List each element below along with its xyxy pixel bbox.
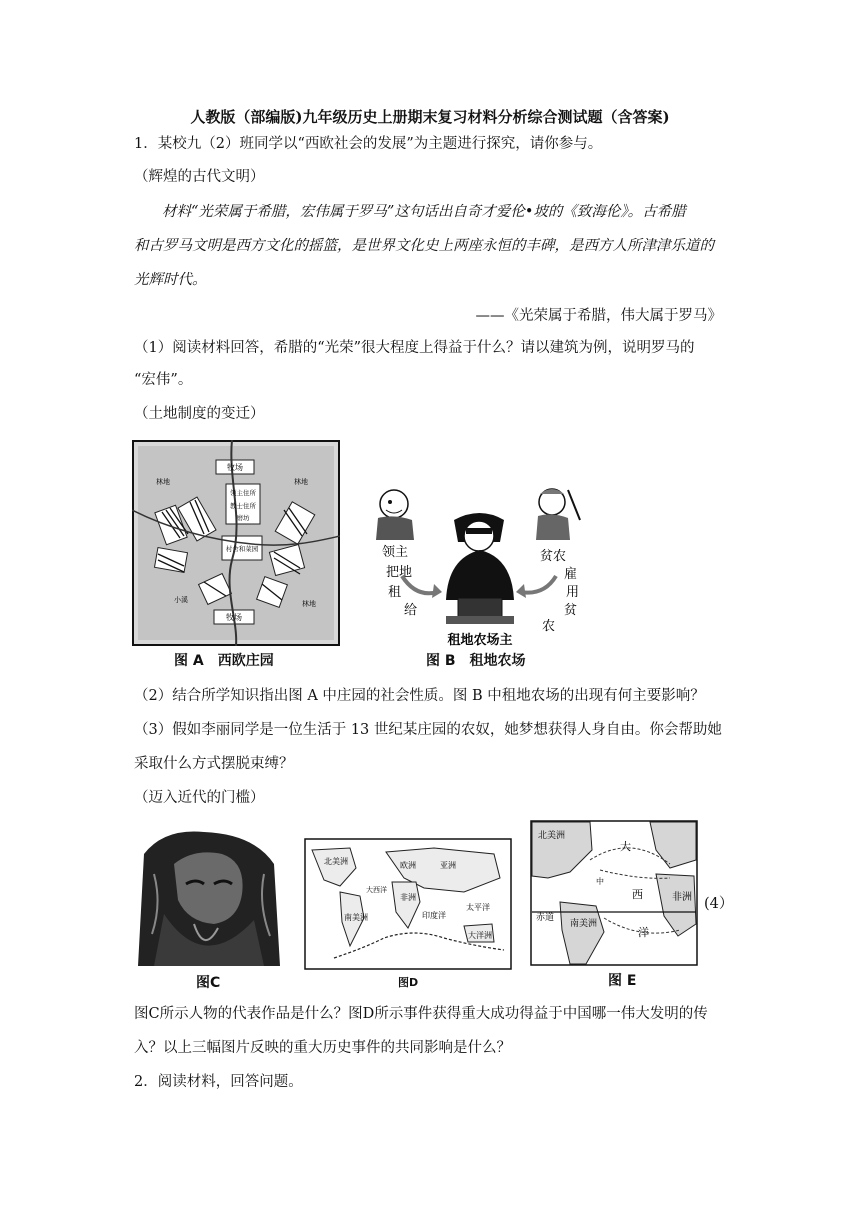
- fig-e-label-xi: 西: [632, 888, 643, 901]
- material-source: ——《光荣属于希腊，伟大属于罗马》: [475, 308, 722, 324]
- fig-e-label-yang: 洋: [638, 926, 649, 939]
- figure-c-caption: 图C: [196, 975, 221, 991]
- fig-d-label-as: 亚洲: [440, 861, 456, 870]
- fig-e-label-zhong: 中: [596, 877, 604, 886]
- fig-e-label-na: 北美洲: [538, 831, 566, 841]
- fig-d-label-af: 非洲: [400, 893, 416, 902]
- figure-a-caption: 图 A 西欧庄园: [174, 653, 274, 669]
- fig-d-label-na: 北美洲: [324, 857, 348, 866]
- fig-b-text-hire2: 用: [566, 585, 580, 600]
- fig-b-text-poor2: 贫: [564, 603, 578, 618]
- fig-b-text-farmer: 农: [542, 619, 556, 634]
- section-heading-ancient: （辉煌的古代文明）: [134, 169, 265, 185]
- fig-d-label-oc: 大洋洲: [468, 931, 492, 940]
- material-line-2: 和古罗马文明是西方文化的摇篮，是世界文化史上两座永恒的丰碑，是西方人所津津乐道的: [134, 238, 714, 254]
- fig-a-label-mill: 磨坊: [236, 514, 250, 522]
- sub-question-1-line-1: （1）阅读材料回答，希腊的“光荣”很大程度上得益于什么？请以建筑为例，说明罗马的: [134, 340, 695, 356]
- fig-a-label-woods-3: 林地: [302, 600, 316, 608]
- fig-e-label-equator: 赤道: [536, 913, 555, 923]
- fig-a-label-lord: 领主住所: [230, 489, 256, 497]
- sub-question-4-line-1: 图C所示人物的代表作品是什么？图D所示事件获得重大成功得益于中国哪一伟大发明的传: [134, 1006, 708, 1022]
- section-heading-land: （土地制度的变迁）: [134, 406, 265, 422]
- material-line-1: 材料“光荣属于希腊，宏伟属于罗马”这句话出自奇才爱伦•坡的《致海伦》。古希腊: [162, 204, 686, 220]
- fig-e-label-sa: 南美洲: [570, 919, 598, 929]
- fig-b-text-to: 给: [404, 603, 418, 618]
- figure-e-caption: 图 E: [608, 973, 637, 989]
- fig-b-label-tenant: 租地农场主: [447, 633, 513, 648]
- figure-b-leased-farm: [368, 480, 592, 650]
- fig-a-label-woods-1: 林地: [156, 478, 170, 486]
- fig-b-text-rent: 租: [388, 585, 402, 600]
- figure-e-atlantic-map: [530, 820, 698, 966]
- sub-question-4-line-2: 入？以上三幅图片反映的重大历史事件的共同影响是什么？: [134, 1040, 511, 1056]
- fig-a-label-priest: 教士住所: [230, 502, 256, 510]
- figure-d-caption: 图D: [398, 976, 419, 989]
- figure-a-manor-map: [132, 440, 340, 646]
- fig-d-label-pac: 太平洋: [466, 903, 490, 912]
- fig-d-label-atl: 大西洋: [366, 886, 387, 894]
- material-line-3: 光辉时代。: [134, 272, 207, 288]
- fig-b-text-lord: 领主: [382, 545, 409, 560]
- fig-d-label-eu: 欧洲: [400, 861, 416, 870]
- sub-question-2: （2）结合所学知识指出图 A 中庄园的社会性质。图 B 中租地农场的出现有何主要影响？: [134, 688, 705, 704]
- fig-e-label-da: 大: [620, 840, 631, 853]
- q1-intro: 1．某校九（2）班同学以“西欧社会的发展”为主题进行探究，请你参与。: [134, 136, 603, 152]
- fig-a-label-pasture: 牧场: [227, 463, 243, 472]
- fig-a-label-pasture-2: 牧场: [226, 613, 242, 622]
- fig-a-label-cottage: 村舍和菜园: [225, 545, 259, 553]
- fig-b-text-poor: 贫农: [540, 549, 567, 564]
- section-heading-modern: （迈入近代的门槛）: [134, 790, 265, 806]
- fig-b-text-hire1: 雇: [564, 567, 578, 582]
- fig-b-text-give: 把地: [386, 565, 413, 580]
- q2-intro: 2．阅读材料，回答问题。: [134, 1074, 303, 1090]
- sub-question-3-line-1: （3）假如李丽同学是一位生活于 13 世纪某庄园的农奴，她梦想获得人身自由。你会帮助她: [134, 722, 722, 738]
- sub-question-3-line-2: 采取什么方式摆脱束缚？: [134, 756, 294, 772]
- sub-question-4-marker: (4）: [704, 896, 734, 912]
- fig-a-label-stream: 小溪: [174, 596, 188, 604]
- fig-a-label-woods-2: 林地: [294, 478, 308, 486]
- figure-b-caption: 图 B 租地农场: [426, 653, 526, 669]
- fig-d-label-sa: 南美洲: [344, 913, 368, 922]
- sub-question-1-line-2: “宏伟”。: [134, 372, 193, 388]
- figure-d-world-map: [304, 838, 512, 970]
- page-title: 人教版（部编版)九年级历史上册期末复习材料分析综合测试题（含答案): [190, 108, 670, 126]
- fig-e-label-af: 非洲: [672, 892, 692, 903]
- fig-d-label-ind: 印度洋: [422, 911, 446, 920]
- figure-c-portrait: [134, 824, 284, 966]
